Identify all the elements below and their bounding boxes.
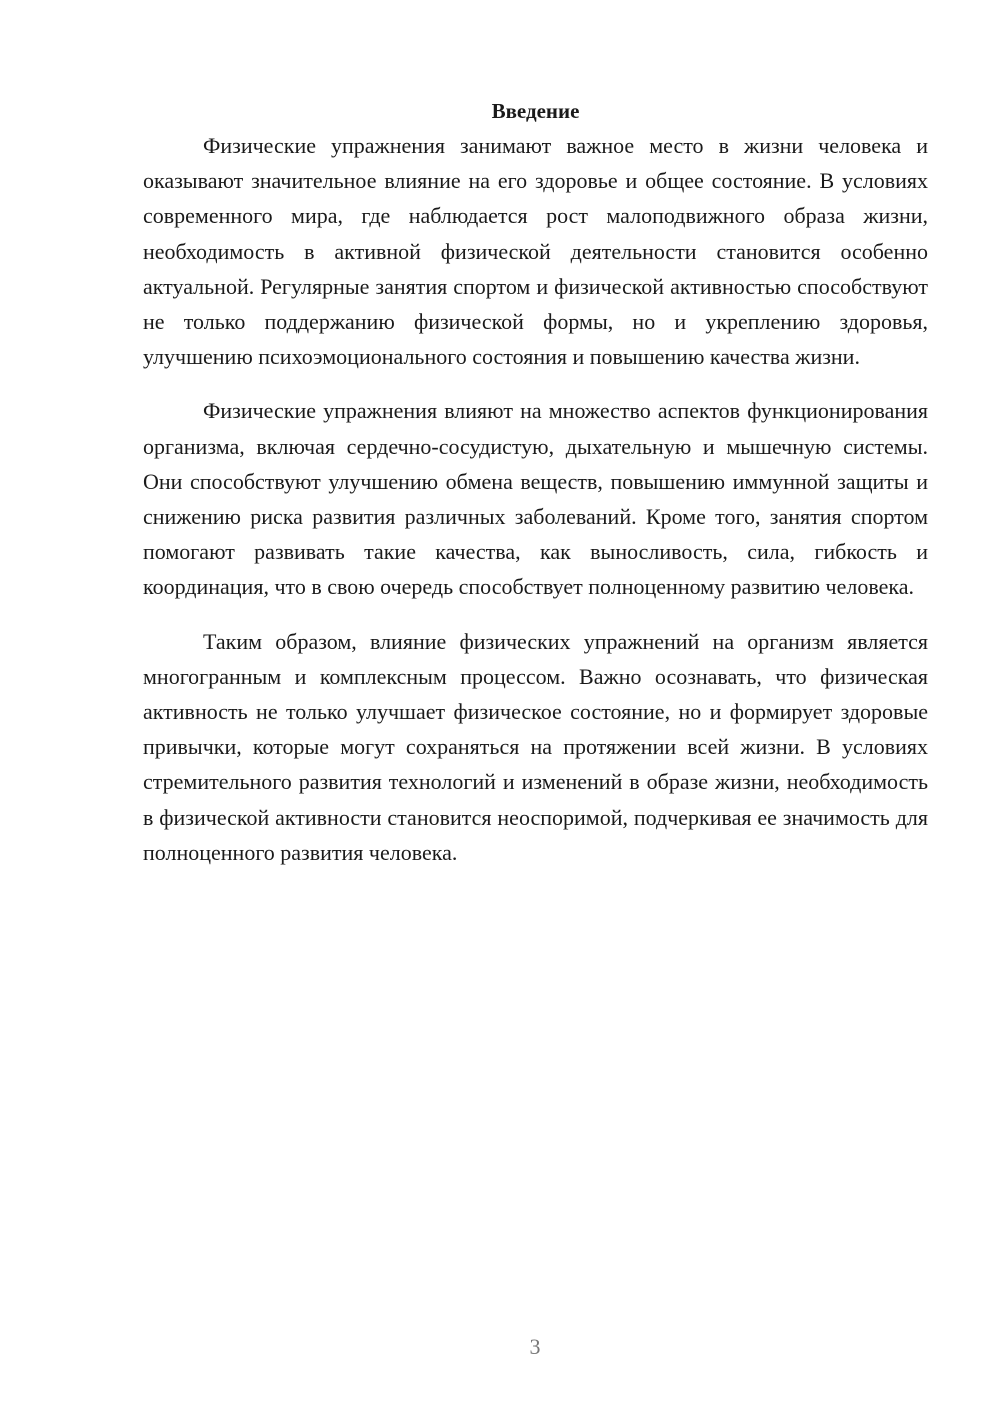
page-number: 3: [529, 1334, 541, 1359]
section-heading: Введение: [491, 99, 580, 123]
paragraph-2: Физические упражнения влияют на множество аспектов функционирования организма, включая сердечно-сосудистую, дыхательную и мышечную системы. Они способствуют улучшению обмена веществ, повышению иммунной защиты и снижению риска развития различных заболеваний. Кроме того, занятия спортом помогают развивать такие качества, как выносливость, сила, гибкость и координация, что в свою очередь способствует полноценному развитию человека.: [143, 398, 928, 600]
paragraph-1: Физические упражнения занимают важное место в жизни человека и оказывают значительное влияние на его здоровье и общее состояние. В условиях современного мира, где наблюдается рост малоподвижного образа жизни, необходимость в активной физической деятельности становится особенно актуальной. Регулярные занятия спортом и физической активностью способствуют не только поддержанию физической формы, но и укреплению здоровья, улучшению психоэмоционального состояния и повышению качества жизни.: [143, 133, 928, 370]
page-content: [143, 96, 928, 889]
paragraph-3: Таким образом, влияние физических упражнений на организм является многогранным и комплексным процессом. Важно осознавать, что физическая активность не только улучшает физическое состояние, но и формирует здоровые привычки, которые могут сохраняться на протяжении всей жизни. В условиях стремительного развития технологий и изменений в образе жизни, необходимость в физической активности становится неоспоримой, подчеркивая ее значимость для полноценного развития человека.: [143, 628, 928, 865]
